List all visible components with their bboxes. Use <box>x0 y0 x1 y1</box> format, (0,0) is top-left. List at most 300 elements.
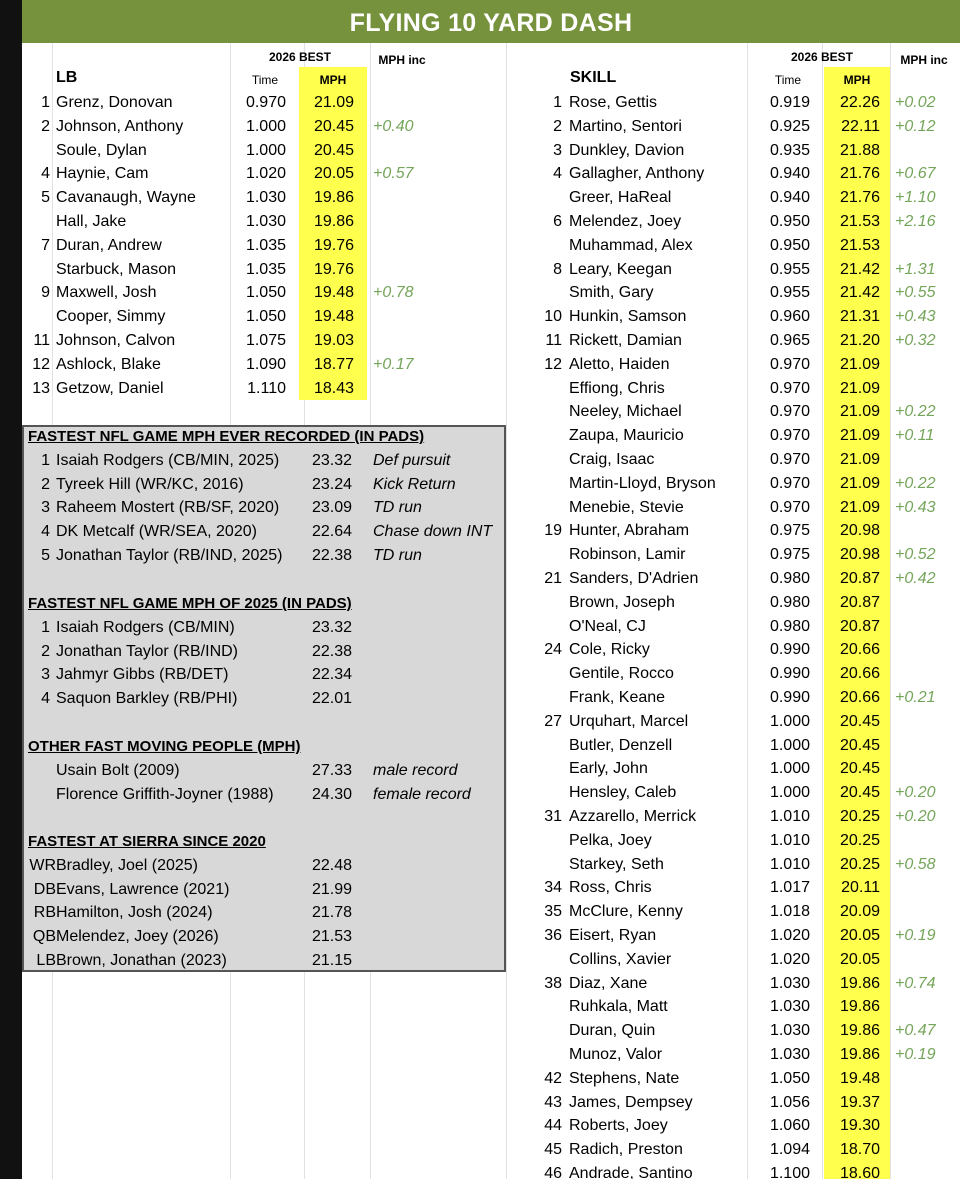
player-name: Diaz, Xane <box>569 974 648 992</box>
mph-cell: 22.11 <box>841 117 880 135</box>
mph-cell: 20.66 <box>839 689 880 706</box>
time-cell: 0.975 <box>769 522 810 540</box>
time-cell: 1.110 <box>247 379 286 397</box>
mph-inc-cell: +0.19 <box>895 1046 936 1063</box>
player-name: Hunkin, Samson <box>569 308 687 326</box>
ref-name: Jonathan Taylor (RB/IND, 2025) <box>56 547 283 564</box>
player-name: Radich, Preston <box>569 1141 683 1159</box>
mph-cell: 21.09 <box>839 474 880 492</box>
rank-cell: 43 <box>544 1093 562 1111</box>
mph-inc-cell: +0.02 <box>895 94 936 111</box>
time-cell: 0.970 <box>769 451 810 468</box>
ref-note: TD run <box>373 499 422 517</box>
rank-cell: 19 <box>544 522 562 540</box>
player-name: Brown, Joseph <box>569 593 675 611</box>
mph-inc-cell: +0.78 <box>373 284 414 302</box>
player-name: Zaupa, Mauricio <box>569 427 684 445</box>
player-name: Duran, Andrew <box>56 236 162 254</box>
player-name: Eisert, Ryan <box>569 927 657 944</box>
player-name: Duran, Quin <box>569 1022 656 1040</box>
mph-inc-cell: +0.43 <box>895 498 936 516</box>
ref-mph: 27.33 <box>312 761 353 779</box>
mph-cell: 20.98 <box>839 546 880 564</box>
mph-cell: 21.88 <box>839 141 880 159</box>
ref-note: Chase down INT <box>373 523 493 541</box>
rank-cell: 5 <box>41 189 50 207</box>
mph-cell: 21.76 <box>839 189 880 207</box>
player-name: Johnson, Anthony <box>56 117 184 135</box>
mph-inc-cell: +0.74 <box>895 974 936 992</box>
player-name: Leary, Keegan <box>569 260 672 278</box>
ref-mph: 21.53 <box>312 928 353 946</box>
block-title: FASTEST AT SIERRA SINCE 2020 <box>28 833 266 850</box>
ref-rank: 3 <box>41 666 50 684</box>
rank-cell: 3 <box>553 141 562 159</box>
mph-cell: 20.98 <box>839 522 880 540</box>
player-name: Craig, Isaac <box>569 451 655 468</box>
time-cell: 1.020 <box>245 165 286 183</box>
time-cell: 0.950 <box>769 213 810 230</box>
skill-header-mph-inc: MPH inc <box>900 53 948 67</box>
player-name: Johnson, Calvon <box>56 332 176 349</box>
mph-inc-cell: +2.16 <box>895 213 936 230</box>
player-name: Rose, Gettis <box>569 94 658 111</box>
ref-mph: 22.64 <box>312 523 353 541</box>
mph-cell: 21.20 <box>839 332 880 349</box>
player-name: Melendez, Joey <box>569 213 682 230</box>
player-name: Maxwell, Josh <box>56 284 157 302</box>
player-name: Rickett, Damian <box>569 332 682 349</box>
player-name: Hunter, Abraham <box>569 522 690 540</box>
ref-name: Jahmyr Gibbs (RB/DET) <box>56 666 229 684</box>
mph-inc-cell: +1.31 <box>895 260 936 278</box>
player-name: Greer, HaReal <box>569 189 672 207</box>
mph-cell: 21.09 <box>839 379 880 397</box>
time-cell: 1.010 <box>769 808 810 825</box>
rank-cell: 6 <box>553 213 562 230</box>
player-name: Andrade, Santino <box>569 1165 693 1179</box>
time-cell: 1.056 <box>769 1093 810 1111</box>
mph-cell: 20.87 <box>839 617 880 635</box>
player-name: Early, John <box>569 760 648 778</box>
ref-name: Bradley, Joel (2025) <box>56 856 198 874</box>
rank-cell: 1 <box>553 94 562 111</box>
time-cell: 1.017 <box>769 879 810 897</box>
mph-cell: 20.45 <box>313 117 354 135</box>
time-cell: 0.960 <box>769 308 810 326</box>
skill-header-mph: MPH <box>843 73 871 87</box>
time-cell: 1.075 <box>245 332 286 349</box>
mph-cell: 19.86 <box>839 1046 880 1063</box>
ref-name: Usain Bolt (2009) <box>56 761 180 779</box>
time-cell: 0.975 <box>769 546 810 564</box>
player-name: Getzow, Daniel <box>56 379 164 397</box>
player-name: Cavanaugh, Wayne <box>56 189 196 207</box>
ref-name: Isaiah Rodgers (CB/MIN) <box>56 618 235 636</box>
rank-cell: 21 <box>544 570 562 587</box>
mph-inc-cell: +0.55 <box>895 284 936 302</box>
ref-rank: 2 <box>41 642 50 660</box>
mph-cell: 18.70 <box>839 1141 880 1159</box>
rank-cell: 12 <box>32 355 50 373</box>
lb-header-mph: MPH <box>319 73 347 87</box>
ref-mph: 22.01 <box>312 690 353 708</box>
mph-cell: 19.30 <box>839 1117 880 1135</box>
ref-name: Jonathan Taylor (RB/IND) <box>56 642 238 660</box>
time-cell: 0.925 <box>769 117 810 135</box>
mph-cell: 20.45 <box>839 760 880 778</box>
time-cell: 1.010 <box>769 855 810 873</box>
rank-cell: 36 <box>544 927 562 944</box>
player-name: Frank, Keane <box>569 689 666 706</box>
skill-section-label: SKILL <box>570 69 617 86</box>
mph-cell: 19.86 <box>839 1022 880 1040</box>
time-cell: 1.050 <box>245 284 286 302</box>
player-name: Muhammad, Alex <box>569 236 693 254</box>
time-cell: 1.000 <box>769 784 810 802</box>
time-cell: 0.970 <box>769 498 810 516</box>
ref-mph: 21.78 <box>312 904 353 922</box>
time-cell: 1.020 <box>769 927 810 944</box>
ref-note: male record <box>373 761 458 779</box>
ref-rank: 4 <box>41 523 50 541</box>
mph-cell: 20.45 <box>313 141 354 159</box>
mph-cell: 20.25 <box>839 831 880 849</box>
time-cell: 1.030 <box>769 1022 810 1040</box>
rank-cell: 1 <box>41 94 50 111</box>
player-name: O'Neal, CJ <box>569 617 646 635</box>
mph-cell: 20.25 <box>839 855 880 873</box>
player-name: Menebie, Stevie <box>569 498 684 516</box>
skill-header-time: Time <box>774 73 802 87</box>
mph-inc-cell: +0.47 <box>895 1022 936 1040</box>
mph-cell: 20.66 <box>839 641 880 659</box>
player-name: Sanders, D'Adrien <box>569 570 699 587</box>
ref-name: Brown, Jonathan (2023) <box>56 952 227 969</box>
time-cell: 1.090 <box>245 355 286 373</box>
rank-cell: 10 <box>544 308 562 326</box>
time-cell: 1.030 <box>245 213 286 230</box>
player-name: Grenz, Donovan <box>56 94 173 111</box>
mph-cell: 20.05 <box>313 165 354 183</box>
mph-cell: 19.48 <box>839 1069 880 1087</box>
mph-inc-cell: +0.40 <box>373 117 414 135</box>
ref-note: female record <box>373 785 471 803</box>
mph-inc-cell: +0.52 <box>895 546 936 564</box>
player-name: Butler, Denzell <box>569 736 673 754</box>
rank-cell: 11 <box>33 332 50 349</box>
player-name: Collins, Xavier <box>569 950 672 968</box>
skill-header-best: 2026 BEST <box>790 50 854 64</box>
rank-cell: 11 <box>545 332 562 349</box>
mph-cell: 19.86 <box>313 213 354 230</box>
ref-mph: 22.34 <box>312 666 353 684</box>
mph-cell: 19.48 <box>313 284 354 302</box>
ref-rank: RB <box>33 904 56 922</box>
mph-inc-cell: +0.20 <box>895 808 936 825</box>
mph-cell: 20.11 <box>841 879 880 897</box>
mph-cell: 21.09 <box>839 498 880 516</box>
lb-section-label: LB <box>56 69 78 86</box>
mph-cell: 20.25 <box>839 808 880 825</box>
player-name: Cooper, Simmy <box>56 308 166 326</box>
ref-rank: 2 <box>41 475 50 493</box>
mph-cell: 20.05 <box>839 927 880 944</box>
time-cell: 0.955 <box>769 284 810 302</box>
mph-cell: 19.86 <box>313 189 354 207</box>
mph-cell: 22.26 <box>839 94 880 111</box>
rank-cell: 34 <box>544 879 562 897</box>
player-name: Dunkley, Davion <box>569 141 685 159</box>
rank-cell: 2 <box>41 117 50 135</box>
time-cell: 1.000 <box>769 712 810 730</box>
rank-cell: 12 <box>544 355 562 373</box>
time-cell: 0.980 <box>769 593 810 611</box>
rank-cell: 45 <box>544 1141 562 1159</box>
mph-cell: 19.37 <box>839 1093 880 1111</box>
mph-inc-cell: +0.12 <box>895 117 936 135</box>
ref-name: Evans, Lawrence (2021) <box>56 880 230 898</box>
mph-cell: 19.48 <box>313 308 354 326</box>
player-name: Munoz, Valor <box>569 1046 663 1063</box>
time-cell: 0.990 <box>769 665 810 683</box>
player-name: Ruhkala, Matt <box>569 998 668 1016</box>
time-cell: 0.990 <box>769 641 810 659</box>
player-name: Hall, Jake <box>56 213 127 230</box>
time-cell: 1.030 <box>245 189 286 207</box>
rank-cell: 44 <box>544 1117 562 1135</box>
mph-cell: 19.76 <box>313 260 354 278</box>
mph-inc-cell: +0.32 <box>895 332 936 349</box>
time-cell: 0.940 <box>769 189 810 207</box>
time-cell: 1.035 <box>245 260 286 278</box>
mph-cell: 18.60 <box>839 1165 880 1179</box>
player-name: Ross, Chris <box>569 879 652 897</box>
ref-note: TD run <box>373 547 422 564</box>
mph-cell: 20.45 <box>839 712 880 730</box>
player-name: Hensley, Caleb <box>569 784 677 802</box>
time-cell: 1.094 <box>769 1141 810 1159</box>
time-cell: 0.970 <box>769 427 810 445</box>
mph-inc-cell: +0.22 <box>895 474 936 492</box>
mph-cell: 18.43 <box>313 379 354 397</box>
mph-inc-cell: +0.22 <box>895 403 936 421</box>
mph-inc-cell: +0.58 <box>895 855 936 873</box>
player-name: Effiong, Chris <box>569 379 665 397</box>
rank-cell: 4 <box>41 165 50 183</box>
rank-cell: 2 <box>553 117 562 135</box>
ref-rank: LB <box>36 952 56 969</box>
time-cell: 0.970 <box>769 403 810 421</box>
player-name: Smith, Gary <box>569 284 654 302</box>
time-cell: 1.035 <box>245 236 286 254</box>
time-cell: 0.919 <box>769 94 810 111</box>
ref-name: Melendez, Joey (2026) <box>56 928 219 946</box>
time-cell: 1.018 <box>769 903 810 921</box>
ref-mph: 22.38 <box>312 547 353 564</box>
rank-cell: 4 <box>553 165 562 183</box>
time-cell: 0.935 <box>769 141 810 159</box>
rank-cell: 46 <box>544 1165 562 1179</box>
time-cell: 0.950 <box>769 236 810 254</box>
mph-cell: 21.09 <box>313 94 354 111</box>
time-cell: 0.990 <box>769 689 810 706</box>
ref-name: Florence Griffith-Joyner (1988) <box>56 785 274 803</box>
player-name: Azzarello, Merrick <box>569 808 697 825</box>
ref-mph: 23.09 <box>312 499 353 517</box>
mph-cell: 21.09 <box>839 451 880 468</box>
column-gridline <box>506 43 507 1179</box>
mph-cell: 20.66 <box>839 665 880 683</box>
ref-name: Isaiah Rodgers (CB/MIN, 2025) <box>56 451 280 469</box>
mph-cell: 21.42 <box>839 260 880 278</box>
ref-rank: 1 <box>41 451 50 469</box>
player-name: Gentile, Rocco <box>569 665 674 683</box>
rank-cell: 9 <box>41 284 50 302</box>
ref-name: Saquon Barkley (RB/PHI) <box>56 690 238 708</box>
lb-header-time: Time <box>251 73 279 87</box>
player-name: McClure, Kenny <box>569 903 683 921</box>
time-cell: 0.970 <box>769 474 810 492</box>
block-title: FASTEST NFL GAME MPH OF 2025 (IN PADS) <box>28 595 352 612</box>
ref-note: Kick Return <box>373 475 456 493</box>
player-name: Aletto, Haiden <box>569 355 670 373</box>
time-cell: 1.000 <box>245 117 286 135</box>
time-cell: 1.010 <box>769 831 810 849</box>
player-name: James, Dempsey <box>569 1093 693 1111</box>
time-cell: 0.965 <box>769 332 810 349</box>
time-cell: 0.970 <box>769 379 810 397</box>
spreadsheet <box>22 0 960 1179</box>
player-name: Starbuck, Mason <box>56 260 177 278</box>
mph-inc-cell: +0.19 <box>895 927 936 944</box>
ref-name: Raheem Mostert (RB/SF, 2020) <box>56 499 280 517</box>
column-gridline <box>890 43 891 1179</box>
mph-cell: 21.76 <box>839 165 880 183</box>
ref-mph: 23.32 <box>312 618 353 636</box>
ref-rank: 3 <box>41 499 50 517</box>
time-cell: 1.030 <box>769 998 810 1016</box>
mph-cell: 21.09 <box>839 355 880 373</box>
time-cell: 1.050 <box>769 1069 810 1087</box>
mph-cell: 20.45 <box>839 736 880 754</box>
player-name: Gallagher, Anthony <box>569 165 705 183</box>
mph-cell: 21.53 <box>839 213 880 230</box>
mph-cell: 19.86 <box>839 998 880 1016</box>
rank-cell: 24 <box>544 641 562 659</box>
ref-name: Tyreek Hill (WR/KC, 2016) <box>56 475 244 493</box>
rank-cell: 8 <box>553 260 562 278</box>
time-cell: 0.980 <box>769 617 810 635</box>
player-name: Robinson, Lamir <box>569 546 686 564</box>
player-name: Soule, Dylan <box>56 141 147 159</box>
player-name: Neeley, Michael <box>569 403 682 421</box>
ref-mph: 23.32 <box>312 451 353 469</box>
player-name: Martino, Sentori <box>569 117 682 135</box>
ref-rank: QB <box>32 928 56 946</box>
mph-cell: 19.86 <box>839 974 880 992</box>
block-title: FASTEST NFL GAME MPH EVER RECORDED (IN PADS) <box>28 428 425 445</box>
lb-header-mph-inc: MPH inc <box>378 53 426 67</box>
rank-cell: 7 <box>41 236 50 254</box>
player-name: Stephens, Nate <box>569 1069 680 1087</box>
ref-rank: 4 <box>41 690 50 708</box>
time-cell: 0.970 <box>245 94 286 111</box>
time-cell: 1.060 <box>769 1117 810 1135</box>
time-cell: 1.020 <box>769 950 810 968</box>
mph-inc-cell: +0.11 <box>895 427 935 445</box>
lb-header-best: 2026 BEST <box>268 50 332 64</box>
ref-name: Hamilton, Josh (2024) <box>56 904 213 922</box>
ref-mph: 21.15 <box>312 952 353 969</box>
mph-cell: 20.87 <box>839 593 880 611</box>
player-name: Urquhart, Marcel <box>569 712 689 730</box>
rank-cell: 42 <box>544 1069 562 1087</box>
mph-cell: 19.76 <box>313 236 354 254</box>
mph-inc-cell: +0.42 <box>895 570 936 587</box>
rank-cell: 31 <box>544 808 562 825</box>
ref-mph: 23.24 <box>312 475 353 493</box>
mph-inc-cell: +0.43 <box>895 308 936 326</box>
rank-cell: 38 <box>544 974 562 992</box>
ref-mph: 22.48 <box>312 856 353 874</box>
mph-cell: 18.77 <box>313 355 354 373</box>
column-gridline <box>822 43 823 1179</box>
player-name: Pelka, Joey <box>569 831 652 849</box>
ref-note: Def pursuit <box>373 451 451 469</box>
rank-cell: 13 <box>32 379 50 397</box>
time-cell: 1.030 <box>769 1046 810 1063</box>
time-cell: 1.100 <box>769 1165 810 1179</box>
player-name: Haynie, Cam <box>56 165 149 183</box>
ref-mph: 21.99 <box>312 880 353 898</box>
mph-cell: 19.03 <box>313 332 354 349</box>
ref-mph: 22.38 <box>312 642 353 660</box>
ref-rank: 1 <box>41 618 50 636</box>
ref-mph: 24.30 <box>312 785 353 803</box>
sheet-title: FLYING 10 YARD DASH <box>22 0 960 43</box>
mph-cell: 20.87 <box>839 570 880 587</box>
mph-cell: 20.09 <box>839 903 880 921</box>
player-name: Roberts, Joey <box>569 1117 668 1135</box>
rank-cell: 35 <box>544 903 562 921</box>
mph-cell: 21.09 <box>839 403 880 421</box>
mph-inc-cell: +0.20 <box>895 784 936 802</box>
mph-inc-cell: +0.67 <box>895 165 936 183</box>
player-name: Cole, Ricky <box>569 641 650 659</box>
mph-cell: 20.05 <box>839 950 880 968</box>
block-title: OTHER FAST MOVING PEOPLE (MPH) <box>28 738 301 755</box>
ref-name: DK Metcalf (WR/SEA, 2020) <box>56 523 257 541</box>
player-name: Ashlock, Blake <box>56 355 161 373</box>
time-cell: 0.970 <box>769 355 810 373</box>
time-cell: 1.000 <box>769 760 810 778</box>
time-cell: 0.940 <box>769 165 810 183</box>
player-name: Starkey, Seth <box>569 855 664 873</box>
player-name: Martin-Lloyd, Bryson <box>569 474 716 492</box>
ref-rank: DB <box>33 880 56 898</box>
time-cell: 0.980 <box>769 570 810 587</box>
mph-cell: 21.09 <box>839 427 880 445</box>
mph-cell: 21.31 <box>839 308 880 326</box>
rank-cell: 27 <box>544 712 562 730</box>
mph-cell: 21.53 <box>839 236 880 254</box>
time-cell: 1.000 <box>245 141 286 159</box>
time-cell: 0.955 <box>769 260 810 278</box>
ref-rank: WR <box>29 856 56 874</box>
mph-cell: 21.42 <box>839 284 880 302</box>
time-cell: 1.000 <box>769 736 810 754</box>
